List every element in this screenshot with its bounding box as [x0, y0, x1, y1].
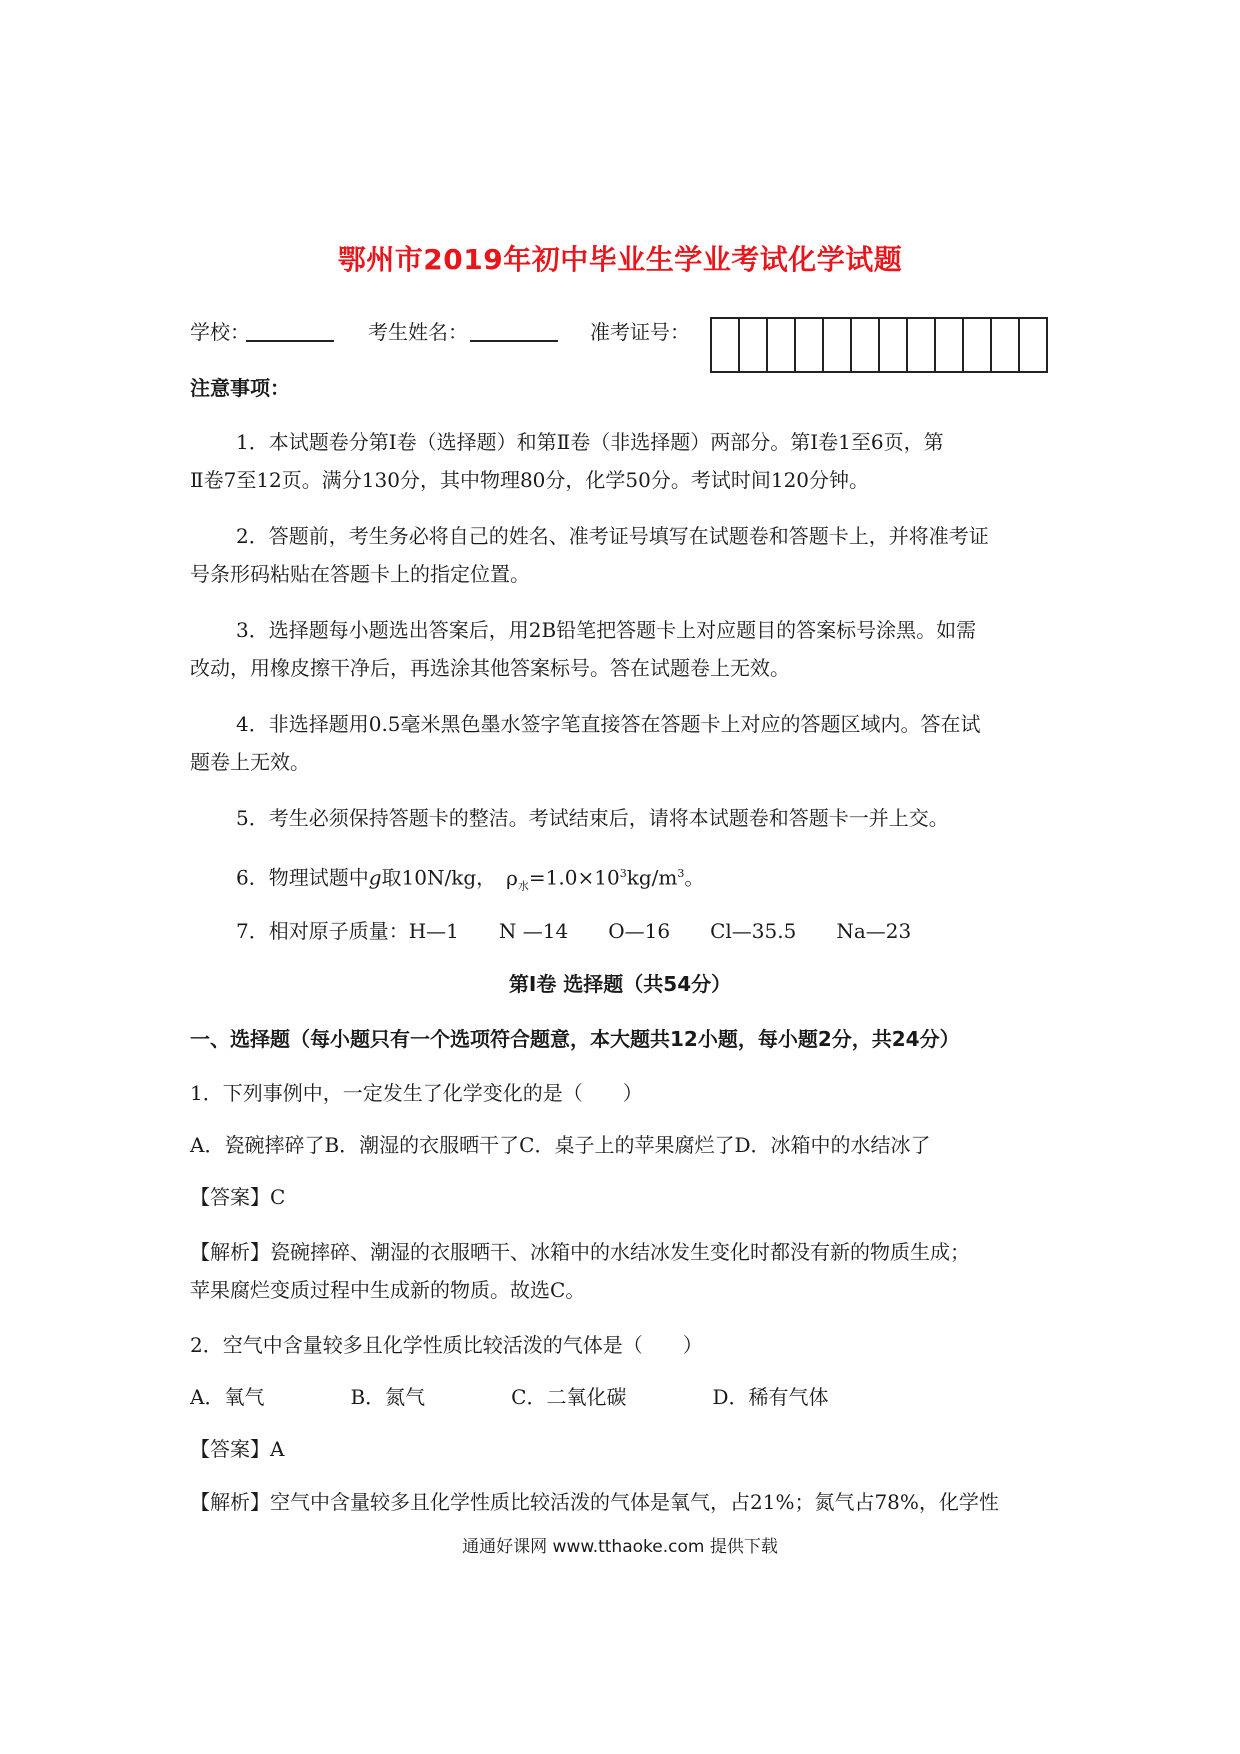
question-2-options	[190, 1382, 829, 1412]
question-1-answer: 【答案】C	[190, 1185, 286, 1209]
exam-id-box	[992, 319, 1020, 371]
exam-id-box	[908, 319, 936, 371]
name-blank	[470, 340, 558, 342]
part-title: 一、选择题（每小题只有一个选项符合题意，本大题共12小题，每小题2分，共24分）	[190, 1027, 960, 1051]
question-2-stem: 2．空气中含量较多且化学性质比较活泼的气体是（ ）	[190, 1333, 703, 1357]
notice-6-rho: ρ	[506, 865, 518, 890]
notice-6-exp: 3	[619, 867, 627, 880]
exam-id-box	[740, 319, 768, 371]
exam-id-box	[964, 319, 992, 371]
exam-id-label: 准考证号：	[590, 320, 690, 344]
exam-id-box	[768, 319, 796, 371]
notice-title: 注意事项：	[190, 376, 290, 400]
question-2-analysis-line-1: 【解析】空气中含量较多且化学性质比较活泼的气体是氧气，占21%；氮气占78%，化学性	[190, 1490, 999, 1514]
atomic-mass-cl: Cl—35.5	[710, 919, 797, 943]
question-1-options: A．瓷碗摔碎了B．潮湿的衣服晒干了C．桌子上的苹果腐烂了D．冰箱中的水结冰了	[190, 1133, 931, 1157]
page-footer: 通通好课网 www.tthaoke.com 提供下载	[462, 1537, 778, 1557]
exam-id-box	[796, 319, 824, 371]
notice-3-line-1: 3．选择题每小题选出答案后，用2B铅笔把答题卡上对应题目的答案标号涂黑。如需	[236, 618, 977, 642]
notice-2-line-1: 2．答题前，考生务必将自己的姓名、准考证号填写在试题卷和答题卡上，并将准考证	[236, 524, 989, 548]
exam-id-box	[824, 319, 852, 371]
question-2-answer: 【答案】A	[190, 1437, 285, 1461]
notice-1-line-2: Ⅱ卷7至12页。满分130分，其中物理80分，化学50分。考试时间120分钟。	[190, 468, 870, 492]
notice-1-line-1: 1．本试题卷分第Ⅰ卷（选择题）和第Ⅱ卷（非选择题）两部分。第Ⅰ卷1至6页，第	[236, 430, 944, 454]
notice-6-unit: kg/m	[626, 865, 678, 890]
atomic-mass-na: Na—23	[836, 919, 912, 943]
name-label: 考生姓名：	[368, 320, 468, 344]
exam-id-box	[1020, 319, 1048, 371]
atomic-mass-h: H—1	[408, 919, 459, 943]
exam-id-box	[852, 319, 880, 371]
school-label: 学校：	[190, 320, 250, 344]
notice-6-prefix: 6．物理试题中	[236, 865, 369, 890]
notice-6-g: g	[368, 865, 382, 890]
question-2-option-c: C．二氧化碳	[511, 1385, 627, 1409]
exam-id-box	[936, 319, 964, 371]
school-blank	[246, 340, 334, 342]
page-title: 鄂州市2019年初中毕业生学业考试化学试题	[337, 243, 903, 276]
question-1-stem: 1．下列事例中，一定发生了化学变化的是（ ）	[190, 1081, 643, 1105]
exam-id-box	[880, 319, 908, 371]
notice-6-end: 。	[684, 865, 705, 890]
notice-4-line-1: 4．非选择题用0.5毫米黑色墨水签字笔直接答在答题卡上对应的答题区域内。答在试	[236, 712, 981, 736]
notice-6	[236, 859, 704, 902]
notice-6-sub: 水	[517, 879, 529, 893]
notice-2-line-2: 号条形码粘贴在答题卡上的指定位置。	[190, 562, 530, 586]
atomic-mass-n: N —14	[498, 919, 569, 943]
question-2-option-d: D．稀有气体	[712, 1385, 829, 1409]
notice-5: 5．考生必须保持答题卡的整洁。考试结束后，请将本试题卷和答题卡一并上交。	[236, 806, 949, 830]
question-1-analysis-line-2: 苹果腐烂变质过程中生成新的物质。故选C。	[190, 1278, 586, 1302]
atomic-mass-o: O—16	[608, 919, 671, 943]
exam-id-boxes	[710, 317, 1048, 373]
exam-id-box	[712, 319, 740, 371]
notice-6-eq: =1.0×10	[528, 865, 620, 890]
notice-6-mid: 取10N/kg，	[381, 865, 497, 890]
question-2-option-a: A．氧气	[190, 1385, 265, 1409]
notice-7-prefix: 7．相对原子质量：	[236, 919, 409, 943]
section-title: 第Ⅰ卷 选择题（共54分）	[508, 972, 732, 996]
notice-7	[236, 916, 911, 946]
notice-4-line-2: 题卷上无效。	[190, 750, 310, 774]
notice-3-line-2: 改动，用橡皮擦干净后，再选涂其他答案标号。答在试题卷上无效。	[190, 656, 790, 680]
notice-6-unit-exp: 3	[677, 867, 685, 880]
question-1-analysis-line-1: 【解析】瓷碗摔碎、潮湿的衣服晒干、冰箱中的水结冰发生变化时都没有新的物质生成；	[190, 1240, 970, 1264]
question-2-option-b: B．氮气	[350, 1385, 426, 1409]
